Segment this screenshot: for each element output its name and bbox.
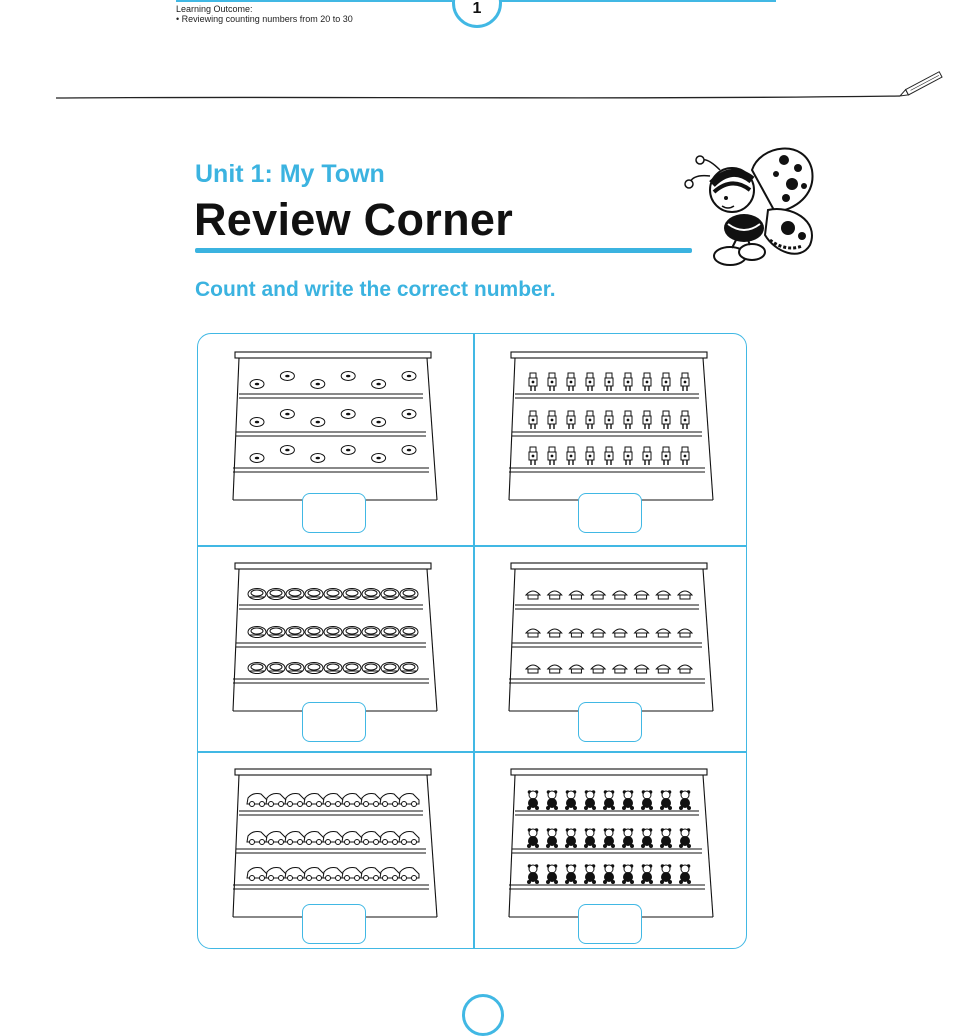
donut-shelf-icon	[231, 350, 441, 502]
learning-outcome-label: Learning Outcome:	[176, 4, 253, 14]
toy-car-icon	[247, 868, 419, 881]
butterfly-mascot-icon	[680, 140, 820, 275]
answer-box[interactable]	[302, 904, 366, 944]
cupcake-icon	[526, 665, 692, 673]
pencil-separator	[0, 0, 960, 110]
burger-icon	[248, 589, 418, 600]
learning-outcome-item: • Reviewing counting numbers from 20 to 30	[176, 14, 353, 24]
pencil-icon	[899, 72, 942, 99]
burger-icon	[248, 627, 418, 638]
exercise-cell	[198, 336, 473, 542]
answer-box[interactable]	[578, 702, 642, 742]
page-number: 1	[472, 0, 482, 17]
teddy-bear-icon	[527, 828, 691, 848]
teddy-shelf-icon	[507, 767, 717, 919]
exercise-cell	[474, 753, 749, 959]
answer-box[interactable]	[302, 493, 366, 533]
page-title: Review Corner	[194, 194, 514, 245]
exercise-cell	[198, 753, 473, 959]
instruction-text: Count and write the correct number.	[195, 278, 556, 301]
robot-shelf-icon	[507, 350, 717, 502]
burger-shelf-icon	[231, 561, 441, 713]
cupcake-shelf-icon	[507, 561, 717, 713]
exercise-cell	[474, 336, 749, 542]
title-underline	[195, 248, 692, 253]
burger-icon	[248, 663, 418, 674]
toy-robot-icon	[529, 411, 689, 429]
cupcake-icon	[526, 629, 692, 637]
answer-box[interactable]	[578, 904, 642, 944]
car-shelf-icon	[231, 767, 441, 919]
teddy-bear-icon	[527, 864, 691, 884]
exercise-cell	[474, 547, 749, 753]
bottom-page-badge	[462, 994, 504, 1036]
answer-box[interactable]	[578, 493, 642, 533]
toy-car-icon	[247, 832, 419, 845]
donut-icon	[250, 446, 416, 463]
cupcake-icon	[526, 591, 692, 599]
answer-box[interactable]	[302, 702, 366, 742]
toy-robot-icon	[529, 447, 689, 465]
donut-icon	[250, 410, 416, 427]
unit-title: Unit 1: My Town	[195, 160, 385, 188]
toy-robot-icon	[529, 373, 689, 391]
toy-car-icon	[247, 794, 419, 807]
exercise-cell	[198, 547, 473, 753]
donut-icon	[250, 372, 416, 389]
teddy-bear-icon	[527, 790, 691, 810]
